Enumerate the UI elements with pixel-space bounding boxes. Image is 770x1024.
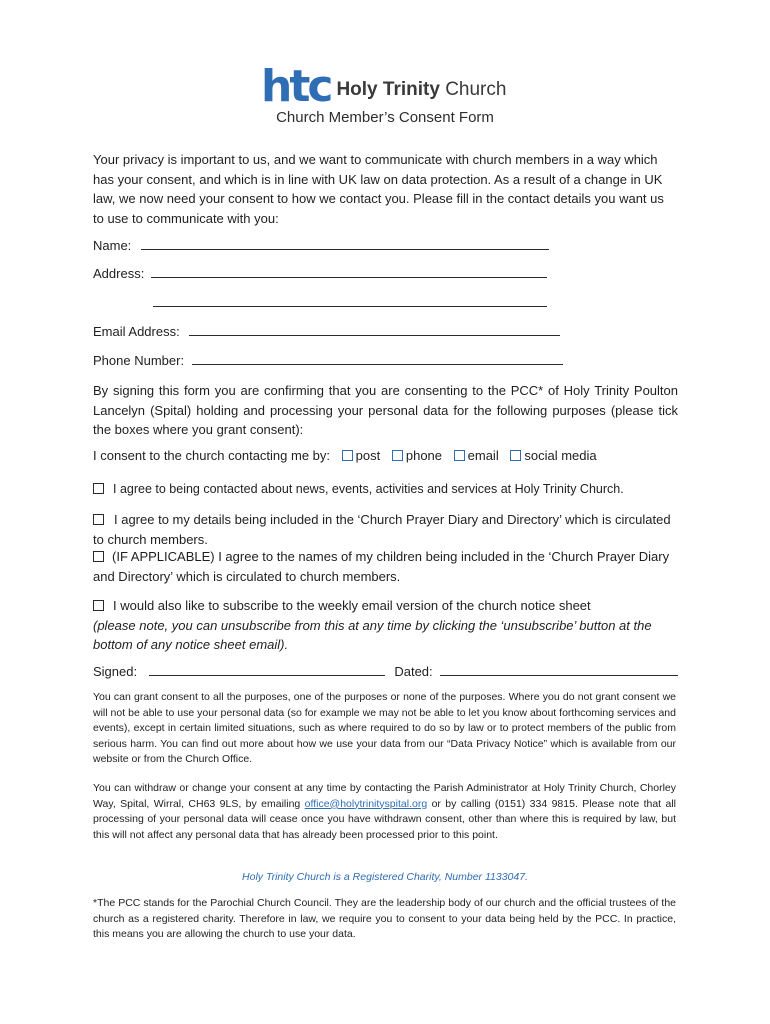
name-input-line[interactable] bbox=[141, 237, 549, 250]
checkbox-icon[interactable] bbox=[392, 450, 403, 461]
htc-logo-mark: htc bbox=[261, 61, 331, 112]
checkbox-icon[interactable] bbox=[93, 600, 104, 611]
children-consent-item[interactable] bbox=[93, 547, 678, 586]
pcc-footnote: *The PCC stands for the Parochial Church Council. They are the leadership body of our church and the official trustees of the church as a registered charity. Therefore in law, we require you to consent to your data being held by the PCC. In practice, this means you are allowing the church to use your data. bbox=[93, 897, 676, 941]
address-field[interactable] bbox=[93, 265, 547, 281]
prayer-diary-consent-item[interactable] bbox=[93, 510, 678, 549]
church-logo bbox=[261, 61, 507, 112]
phone-input-line[interactable] bbox=[192, 352, 563, 365]
children-consent-text: (IF APPLICABLE) I agree to the names of my children being included in the ‘Church Prayer Diary and Directory’ which is circulated to church members. bbox=[93, 549, 670, 584]
notice-sheet-note: (please note, you can unsubscribe from this at any time by clicking the ‘unsubscribe’ button at the bottom of any notice sheet email). bbox=[93, 617, 652, 653]
news-consent-item[interactable] bbox=[93, 480, 678, 500]
email-field[interactable] bbox=[93, 323, 560, 339]
contact-option-phone[interactable]: phone bbox=[392, 448, 442, 463]
intro-paragraph: Your privacy is important to us, and we want to communicate with church members in a way which has your consent, and which is in line with UK law on data protection. As a result of a change in UK law, we now need your consent to how we contact you. Please fill in the contact details you want us to use to communicate with you: bbox=[93, 152, 664, 226]
checkbox-icon[interactable] bbox=[93, 551, 104, 562]
church-name: Holy Trinity Church bbox=[336, 79, 507, 100]
news-consent-text: I agree to being contacted about news, events, activities and services at Holy Trinity Church. bbox=[113, 482, 624, 496]
address-input-line-1[interactable] bbox=[151, 265, 547, 278]
email-label: Email Address: bbox=[93, 324, 180, 339]
office-email-link[interactable]: office@holytrinityspital.org bbox=[304, 797, 428, 810]
name-field[interactable] bbox=[93, 237, 549, 253]
signed-label: Signed: bbox=[93, 664, 138, 679]
address-input-line-2[interactable] bbox=[153, 294, 547, 307]
address-line-2[interactable] bbox=[153, 294, 547, 310]
notice-sheet-consent-text: I would also like to subscribe to the weekly email version of the church notice sheet bbox=[113, 598, 591, 613]
checkbox-icon[interactable] bbox=[342, 450, 353, 461]
contact-consent-row bbox=[93, 448, 597, 463]
charity-notice: Holy Trinity Church is a Registered Charity, Number 1133047. bbox=[242, 871, 528, 883]
checkbox-icon[interactable] bbox=[93, 483, 104, 494]
notice-sheet-consent-item[interactable] bbox=[93, 596, 678, 655]
withdraw-info-paragraph: You can withdraw or change your consent at any time by contacting the Parish Administrator at Holy Trinity Church, Chorley Way, Spital, Wirral, CH63 9LS, by emailing office@holytrinityspital.org or by calling (0151) 334 9815. Please note that all processing of your personal data will cease once you have withdrawn consent, other than where this is required by law, but this will not affect any personal data that has already been processed prior to this point. bbox=[93, 782, 676, 841]
checkbox-icon[interactable] bbox=[93, 514, 104, 525]
signature-input-line[interactable] bbox=[149, 663, 385, 676]
address-label: Address: bbox=[93, 266, 145, 281]
contact-option-email[interactable]: email bbox=[454, 448, 499, 463]
contact-consent-label: I consent to the church contacting me by: bbox=[93, 448, 331, 463]
checkbox-icon[interactable] bbox=[510, 450, 521, 461]
email-input-line[interactable] bbox=[189, 323, 560, 336]
prayer-diary-consent-text: I agree to my details being included in the ‘Church Prayer Diary and Directory’ which is circulated to church members. bbox=[93, 512, 671, 547]
form-title: Church Member’s Consent Form bbox=[276, 109, 494, 126]
contact-option-social-media[interactable]: social media bbox=[510, 448, 596, 463]
signature-row bbox=[93, 663, 678, 679]
contact-option-post[interactable]: post bbox=[342, 448, 381, 463]
phone-field[interactable] bbox=[93, 352, 563, 368]
dated-label: Dated: bbox=[394, 664, 433, 679]
name-label: Name: bbox=[93, 238, 132, 253]
purposes-paragraph: By signing this form you are confirming that you are consenting to the PCC* of Holy Trinity Poulton Lancelyn (Spital) holding and processing your personal data for the following purposes (please tick the boxes where you grant consent): bbox=[93, 383, 678, 438]
date-input-line[interactable] bbox=[440, 663, 678, 676]
checkbox-icon[interactable] bbox=[454, 450, 465, 461]
phone-label: Phone Number: bbox=[93, 353, 185, 368]
consent-info-paragraph: You can grant consent to all the purposes, one of the purposes or none of the purposes. Where you do not grant consent we will not be able to use your personal data (so for example we may not be able to let you know about forthcoming services and events), except in certain limited situations, such as where required to do so by law or to protect members of the public from serious harm. You can find out more about how we use your data from our “Data Privacy Notice” which is available from our website or from the Church Office. bbox=[93, 691, 676, 766]
